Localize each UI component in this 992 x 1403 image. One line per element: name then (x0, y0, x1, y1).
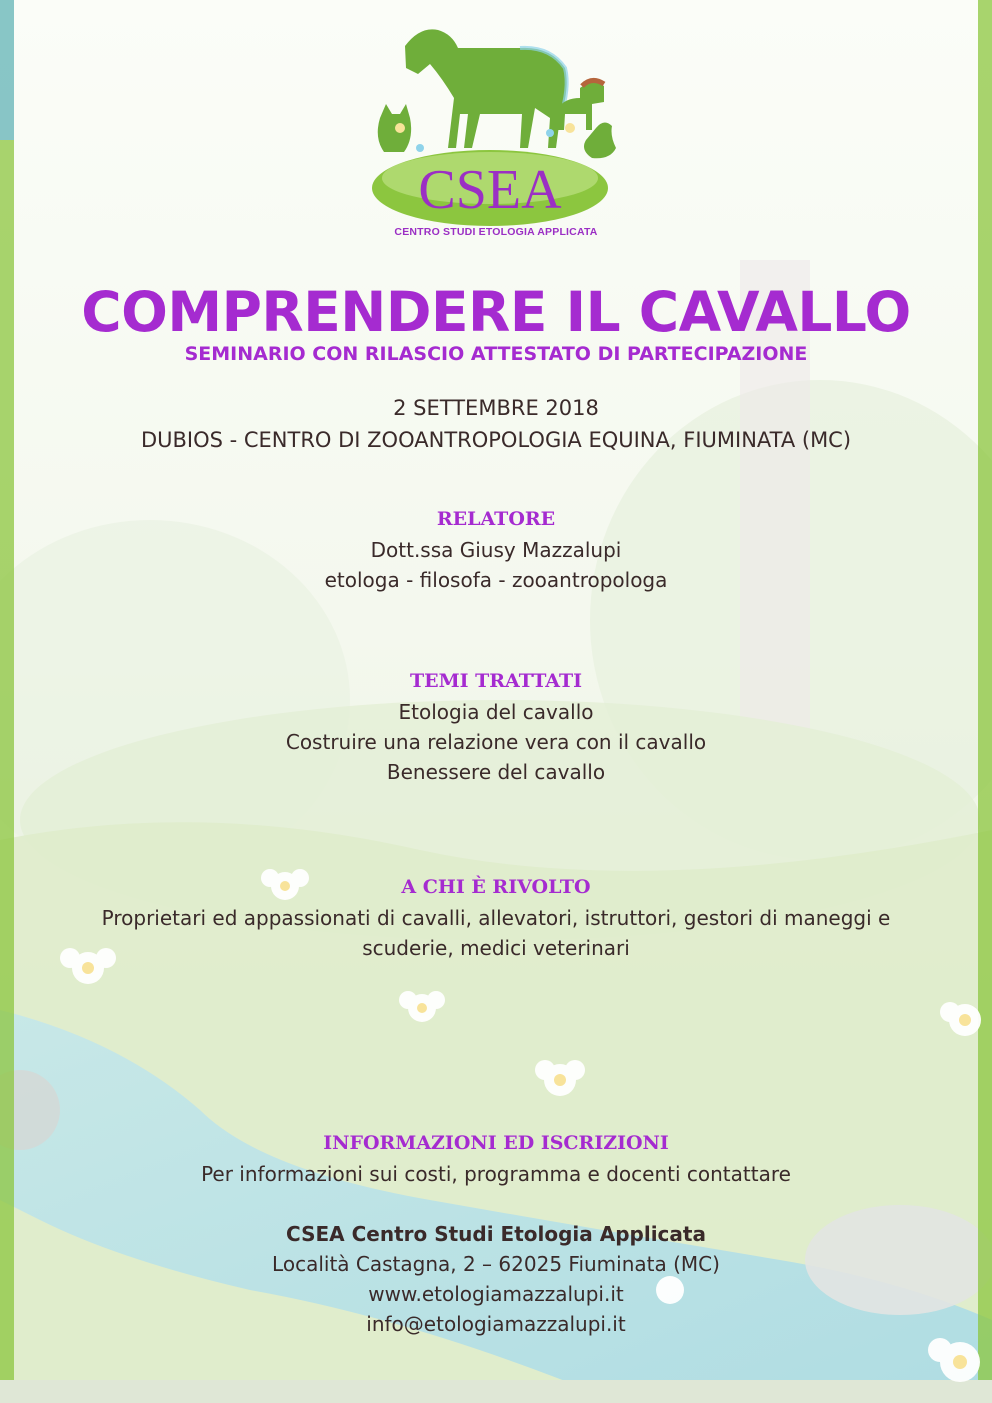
rivolto-line: Proprietari ed appassionati di cavalli, allevatori, istruttori, gestori di maneggi e (101, 906, 891, 930)
info-website-link[interactable]: www.etologiamazzalupi.it (368, 1282, 624, 1306)
logo-wordmark: CSEA (418, 159, 562, 221)
info-text: Per informazioni sui costi, programma e docenti contattare (201, 1162, 791, 1186)
info-email-link[interactable]: info@etologiamazzalupi.it (366, 1312, 626, 1336)
event-date: 2 SETTEMBRE 2018 (393, 396, 599, 420)
relatore-name: Dott.ssa Giusy Mazzalupi (370, 538, 622, 562)
csea-logo (360, 18, 630, 243)
info-heading: INFORMAZIONI ED ISCRIZIONI (323, 1132, 669, 1154)
event-venue: DUBIOS - CENTRO DI ZOOANTROPOLOGIA EQUINA, FIUMINATA (MC) (140, 428, 852, 452)
page-subtitle: SEMINARIO CON RILASCIO ATTESTATO DI PARTECIPAZIONE (184, 343, 808, 365)
temi-item: Costruire una relazione vera con il cavallo (285, 730, 707, 754)
temi-item: Etologia del cavallo (398, 700, 594, 724)
temi-heading: TEMI TRATTATI (409, 670, 583, 692)
relatore-role: etologa - filosofa - zooantropologa (324, 568, 668, 592)
logo-caption: CENTRO STUDI ETOLOGIA APPLICATA (394, 226, 598, 238)
info-org: CSEA Centro Studi Etologia Applicata (286, 1222, 706, 1246)
rivolto-heading: A CHI È RIVOLTO (401, 876, 591, 898)
relatore-heading: RELATORE (436, 508, 556, 530)
info-address: Località Castagna, 2 – 62025 Fiuminata (MC) (272, 1252, 720, 1276)
temi-item: Benessere del cavallo (386, 760, 606, 784)
page-title: COMPRENDERE IL CAVALLO (81, 280, 911, 344)
rivolto-line: scuderie, medici veterinari (362, 936, 630, 960)
